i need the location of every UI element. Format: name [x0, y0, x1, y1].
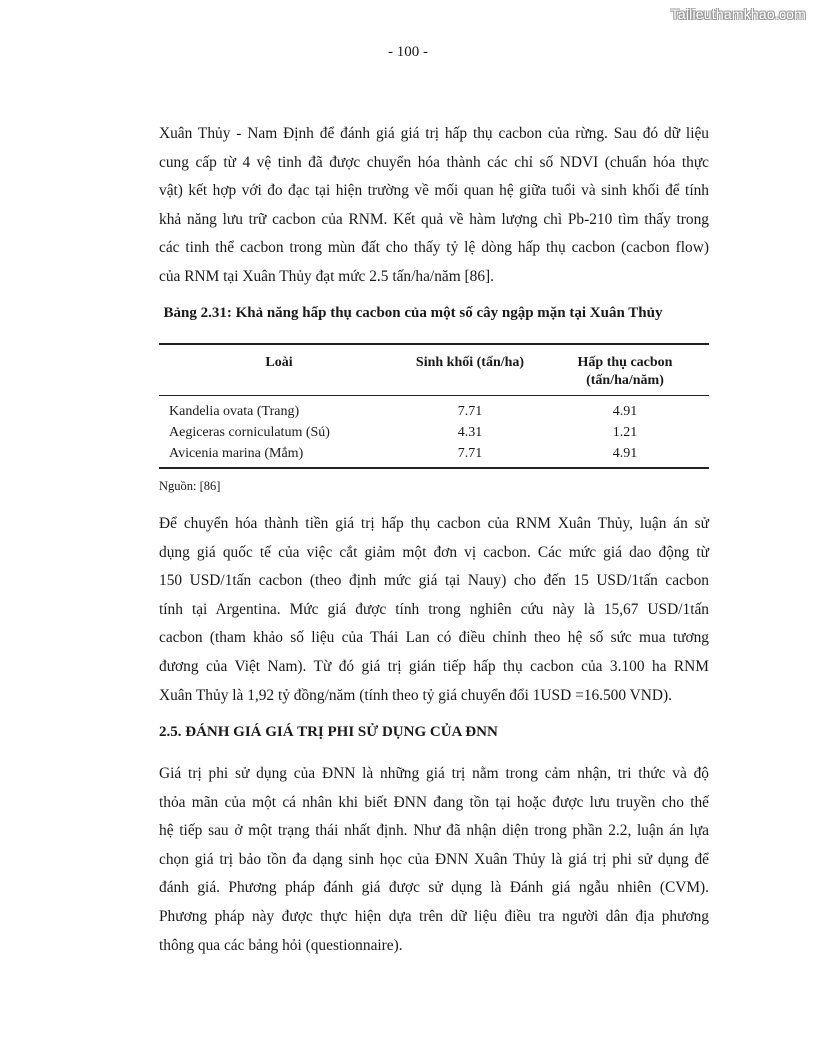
text-line: Xuân Thủy là 1,92 tỷ đồng/năm (tính theo tỷ giá chuyển đổi 1USD =16.500 VND).	[159, 686, 672, 704]
text-line: đánh giá. Phương pháp đánh giá được sử dụng là Đánh giá ngẫu nhiên (CVM).	[159, 879, 709, 897]
cell-biomass: 4.31	[457, 425, 483, 440]
text-line: cung cấp từ 4 vệ tinh đã được chuyển hóa thành các chỉ số NDVI (chuẩn hóa thực	[159, 153, 709, 171]
cell-species: Aegiceras corniculatum (Sú)	[169, 425, 330, 440]
table-top-rule	[159, 343, 709, 345]
text-line: tính tại Argentina. Mức giá được tính trong nghiên cứu này là 15,67 USD/1tấn	[159, 600, 709, 618]
watermark: Tailieuthamkhao.com	[670, 6, 806, 22]
table-bottom-rule	[159, 467, 709, 469]
paragraph-2	[159, 510, 709, 710]
text-line: các tinh thể cacbon trong mùn đất cho thấy tỷ lệ dòng hấp thụ cacbon (cacbon flow)	[159, 239, 709, 257]
cell-biomass: 7.71	[457, 446, 483, 461]
text-line: cacbon (tham khảo số liệu của Thái Lan có điều chỉnh theo hệ số sức mua tương	[159, 629, 709, 647]
text-line: Để chuyển hóa thành tiền giá trị hấp thụ cacbon của RNM Xuân Thủy, luận án sử	[159, 515, 709, 532]
table-header-rule	[159, 395, 709, 396]
table-row	[159, 425, 709, 445]
section-heading: 2.5. ĐÁNH GIÁ GIÁ TRỊ PHI SỬ DỤNG CỦA ĐNN	[159, 724, 498, 740]
cell-biomass: 7.71	[457, 404, 483, 419]
text-line: chọn giá trị bảo tồn đa dạng sinh học của ĐNN Xuân Thủy là giá trị phi sử dụng để	[159, 850, 709, 868]
text-line: đương của Việt Nam). Từ đó giá trị gián tiếp hấp thụ cacbon của 3.100 ha RNM	[159, 657, 709, 675]
cell-species: Avicenia marina (Mắm)	[169, 446, 304, 461]
text-line: thỏa mãn của một cá nhân khi biết ĐNN đang tồn tại hoặc được lưu truyền cho thế	[159, 793, 709, 811]
table-source: Nguồn: [86]	[159, 479, 221, 493]
header-biomass: Sinh khối (tấn/ha)	[415, 355, 525, 370]
text-line: Phương pháp này được thực hiện dựa trên dữ liệu điều tra người dân địa phương	[159, 907, 709, 925]
text-line: Xuân Thủy - Nam Định để đánh giá giá trị hấp thụ cacbon của rừng. Sau đó dữ liệu	[159, 125, 709, 142]
table-row	[159, 404, 709, 424]
text-line: của RNM tại Xuân Thủy đạt mức 2.5 tấn/ha/năm [86].	[159, 267, 495, 285]
page-number: - 100 -	[388, 44, 428, 60]
header-absorption-line1: Hấp thụ cacbon	[577, 355, 673, 370]
text-line: hệ tiếp sau ở một trạng thái nhất định. Như đã nhận diện trong phần 2.2, luận án lựa	[159, 822, 709, 840]
text-line: thông qua các bảng hỏi (questionnaire).	[159, 936, 403, 954]
table-row	[159, 446, 709, 466]
text-line: dụng giá quốc tế của việc cắt giảm một đơn vị cacbon. Các mức giá dao động từ	[159, 543, 709, 561]
cell-absorption: 4.91	[612, 446, 638, 461]
text-line: khả năng lưu trữ cacbon của RNM. Kết quả về hàm lượng chì Pb-210 tìm thấy trong	[159, 210, 709, 228]
text-line: Giá trị phi sử dụng của ĐNN là những giá trị nằm trong cảm nhận, tri thức và độ	[159, 765, 709, 782]
text-line: 150 USD/1tấn cacbon (theo định mức giá tại Nauy) cho đến 15 USD/1tấn cacbon	[159, 572, 709, 590]
text-line: vật) kết hợp với đo đạc tại hiện trường về mối quan hệ giữa tuổi và sinh khối để tính	[159, 182, 709, 200]
cell-species: Kandelia ovata (Trang)	[169, 404, 300, 419]
header-absorption-line2: (tấn/ha/năm)	[586, 373, 664, 388]
header-absorption	[545, 354, 705, 390]
cell-absorption: 4.91	[612, 404, 638, 419]
cell-absorption: 1.21	[612, 425, 638, 440]
paragraph-3	[159, 760, 709, 960]
paragraph-1	[159, 120, 709, 292]
header-species: Loài	[265, 355, 293, 370]
table-caption: Bảng 2.31: Khả năng hấp thụ cacbon của một số cây ngập mặn tại Xuân Thủy	[163, 305, 663, 321]
